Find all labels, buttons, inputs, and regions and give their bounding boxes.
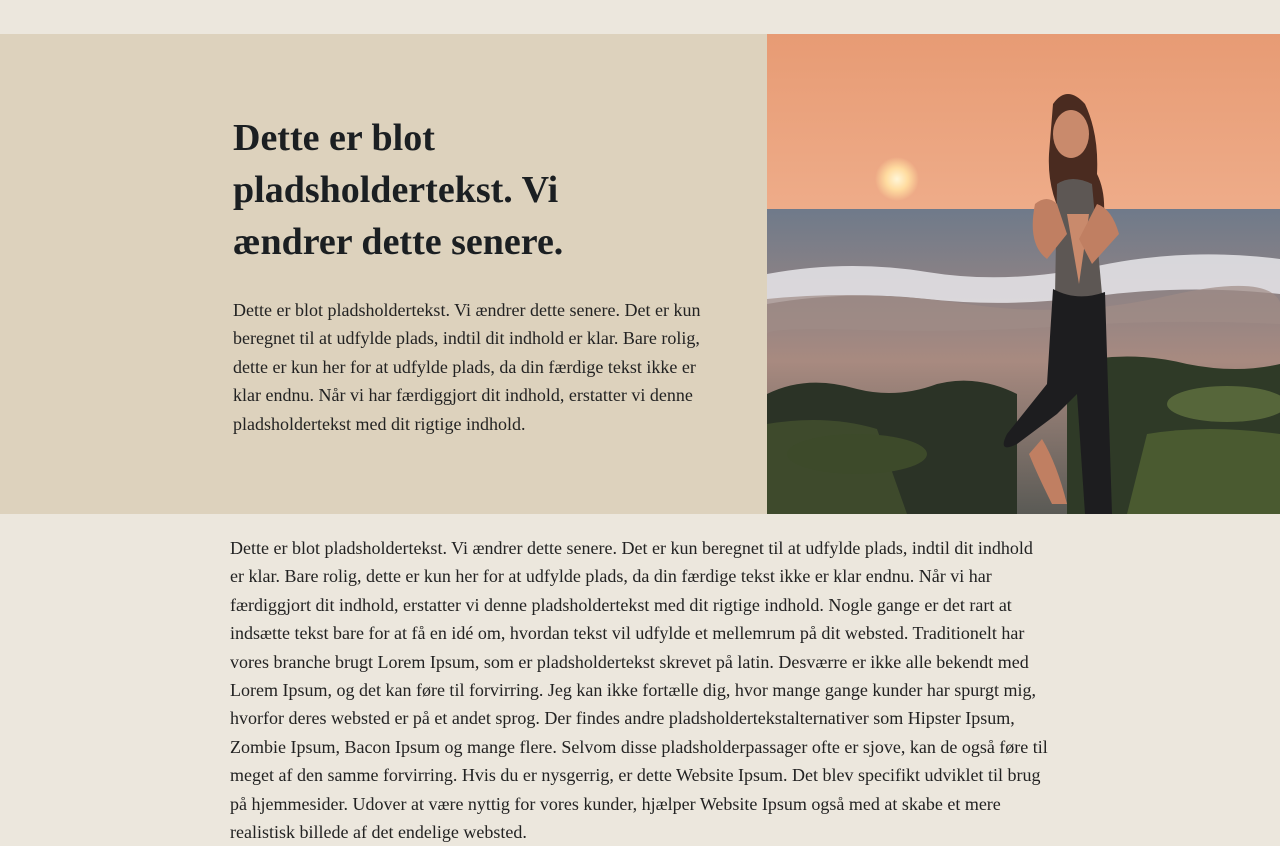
body-paragraph: Dette er blot pladsholdertekst. Vi ændrer dette senere. Det er kun beregnet til at udfylde plads, indtil dit indhold er klar. Bare rolig, dette er kun her for at udfylde plads, da din færdige tekst ikke er klar endnu. Når vi har færdiggjort dit indhold, erstatter vi denne pladsholdertekst med dit rigtige indhold. Nogle gange er det rart at indsætte tekst bare for at få en idé om, hvordan tekst vil udfylde et mellemrum på dit websted. Traditionelt har vores branche brugt Lorem Ipsum, som er pladsholdertekst skrevet på latin. Desværre er ikke alle bekendt med Lorem Ipsum, og det kan føre til forvirring. Jeg kan ikke fortælle dig, hvor mange gange kunder har spurgt mig, hvorfor deres websted er på et andet sprog. Der findes andre pladsholdertekstalternativer som Hipster Ipsum, Zombie Ipsum, Bacon Ipsum og mange flere. Selvom disse pladsholderpassager ofte er sjove, kan de også føre til meget af den samme forvirring. Hvis du er nysgerrig, er dette Website Ipsum. Det blev specifikt udviklet til brug på hjemmesider. Udover at være nyttig for vores kunder, hjælper Website Ipsum også med at skabe et mere realistisk billede af det endelige websted. [230, 538, 1048, 843]
top-header-strip [0, 0, 1280, 34]
hero-image [767, 34, 1280, 514]
hero-title: Dette er blot pladsholdertekst. Vi ændrer dette senere. [233, 117, 564, 263]
hero-paragraph: Dette er blot pladsholdertekst. Vi ændrer dette senere. Det er kun beregnet til at udfylde plads, indtil dit indhold er klar. Bare rolig, dette er kun her for at udfylde plads, da din færdige tekst ikke er klar endnu. Når vi har færdiggjort dit indhold, erstatter vi denne pladsholdertekst med dit rigtige indhold. [233, 300, 701, 434]
body-section [0, 514, 1280, 843]
yoga-beach-illustration [767, 34, 1280, 514]
hero-section [0, 34, 1280, 514]
hero-text-panel [0, 34, 767, 514]
